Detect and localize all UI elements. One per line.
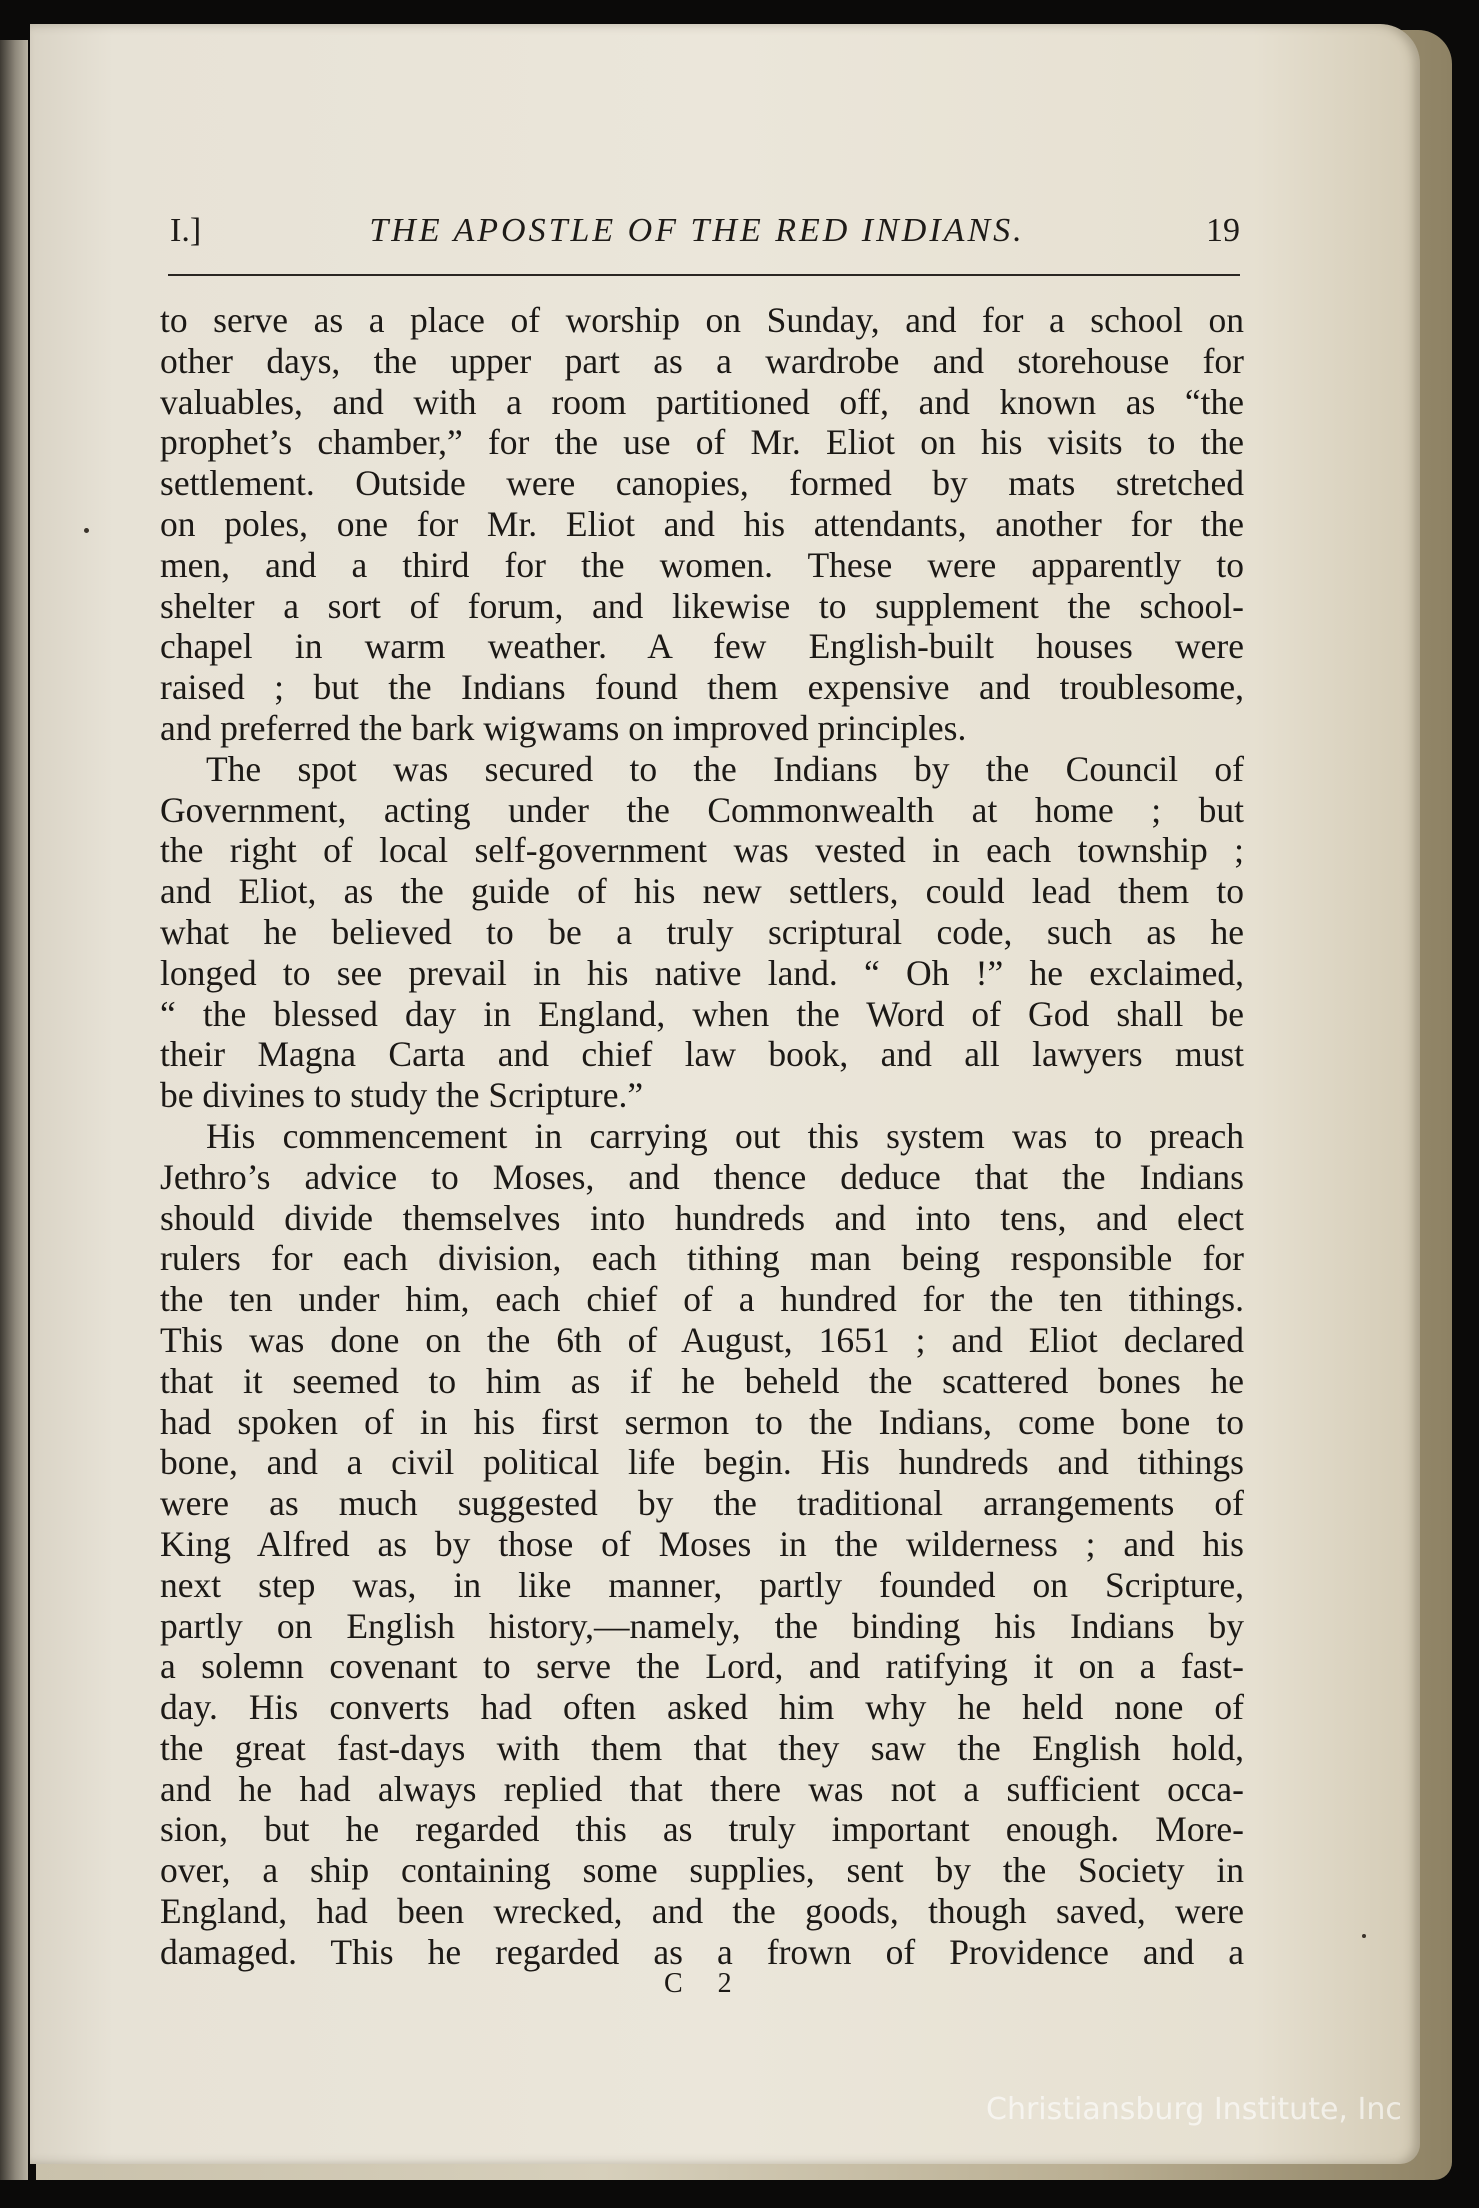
text-line: King Alfred as by those of Moses in the wilderness ; and his [160, 1523, 1244, 1564]
text-line: on poles, one for Mr. Eliot and his attendants, another for the [160, 503, 1244, 544]
text-line: a solemn covenant to serve the Lord, and ratifying it on a fast- [160, 1646, 1244, 1687]
signature-mark: C 2 [664, 1968, 746, 1999]
text-line: shelter a sort of forum, and likewise to supplement the school- [160, 585, 1244, 626]
text-line: The spot was secured to the Indians by the Council of [206, 748, 1244, 789]
text-line: were as much suggested by the traditional arrangements of [160, 1483, 1244, 1524]
text-line: England, had been wrecked, and the goods, though saved, were [160, 1891, 1244, 1932]
text-line: next step was, in like manner, partly founded on Scripture, [160, 1564, 1244, 1605]
text-line: be divines to study the Scripture.” [160, 1075, 644, 1116]
margin-speck [84, 528, 89, 533]
text-line: the ten under him, each chief of a hundred for the ten tithings. [160, 1279, 1244, 1320]
text-line: the right of local self-government was vested in each township ; [160, 830, 1244, 871]
text-line: what he believed to be a truly scriptural code, such as he [160, 911, 1244, 952]
body-text [160, 300, 1244, 1973]
text-line: partly on English history,—namely, the binding his Indians by [160, 1605, 1244, 1646]
text-line: Jethro’s advice to Moses, and thence deduce that the Indians [160, 1156, 1244, 1197]
text-line: prophet’s chamber,” for the use of Mr. Eliot on his visits to the [160, 422, 1244, 463]
text-line: men, and a third for the women. These were apparently to [160, 544, 1244, 585]
paragraph [160, 300, 1244, 749]
text-line: the great fast-days with them that they saw the English hold, [160, 1727, 1244, 1768]
text-line: and preferred the bark wigwams on improved principles. [160, 707, 967, 748]
text-line: settlement. Outside were canopies, formed by mats stretched [160, 463, 1244, 504]
text-line: raised ; but the Indians found them expensive and troublesome, [160, 667, 1244, 708]
text-line: their Magna Carta and chief law book, and all lawyers must [160, 1034, 1244, 1075]
text-line: that it seemed to him as if he beheld the scattered bones he [160, 1360, 1244, 1401]
text-line: other days, the upper part as a wardrobe and storehouse for [160, 340, 1244, 381]
paragraph [160, 749, 1244, 1116]
text-line: Government, acting under the Commonwealth at home ; but [160, 789, 1244, 830]
running-head [150, 212, 1244, 262]
facing-page-edge [0, 40, 28, 2180]
text-line: day. His converts had often asked him why he held none of [160, 1687, 1244, 1728]
text-line: longed to see prevail in his native land. “ Oh !” he exclaimed, [160, 952, 1244, 993]
text-line: His commencement in carrying out this system was to preach [206, 1115, 1244, 1156]
watermark: Christiansburg Institute, Inc [986, 2092, 1402, 2127]
paragraph [160, 1116, 1244, 1973]
text-line: and Eliot, as the guide of his new settlers, could lead them to [160, 871, 1244, 912]
text-line: chapel in warm weather. A few English-built houses were [160, 626, 1244, 667]
chapter-number: I.] [170, 212, 202, 249]
running-title: THE APOSTLE OF THE RED INDIANS. [369, 212, 1025, 249]
text-line: bone, and a civil political life begin. His hundreds and tithings [160, 1442, 1244, 1483]
text-line: and he had always replied that there was not a sufficient occa- [160, 1768, 1244, 1809]
margin-speck [1362, 1934, 1366, 1938]
text-line: sion, but he regarded this as truly important enough. More- [160, 1809, 1244, 1850]
text-line: damaged. This he regarded as a frown of Providence and a [160, 1931, 1244, 1972]
text-line: to serve as a place of worship on Sunday, and for a school on [160, 300, 1244, 340]
header-rule [168, 274, 1240, 276]
text-line: over, a ship containing some supplies, sent by the Society in [160, 1850, 1244, 1891]
text-line: should divide themselves into hundreds and into tens, and elect [160, 1197, 1244, 1238]
page-number: 19 [1206, 212, 1240, 249]
text-line: “ the blessed day in England, when the Word of God shall be [160, 993, 1244, 1034]
text-line: This was done on the 6th of August, 1651 ; and Eliot declared [160, 1319, 1244, 1360]
text-line: had spoken of in his first sermon to the Indians, come bone to [160, 1401, 1244, 1442]
text-line: rulers for each division, each tithing man being responsible for [160, 1238, 1244, 1279]
text-line: valuables, and with a room partitioned off, and known as “the [160, 381, 1244, 422]
